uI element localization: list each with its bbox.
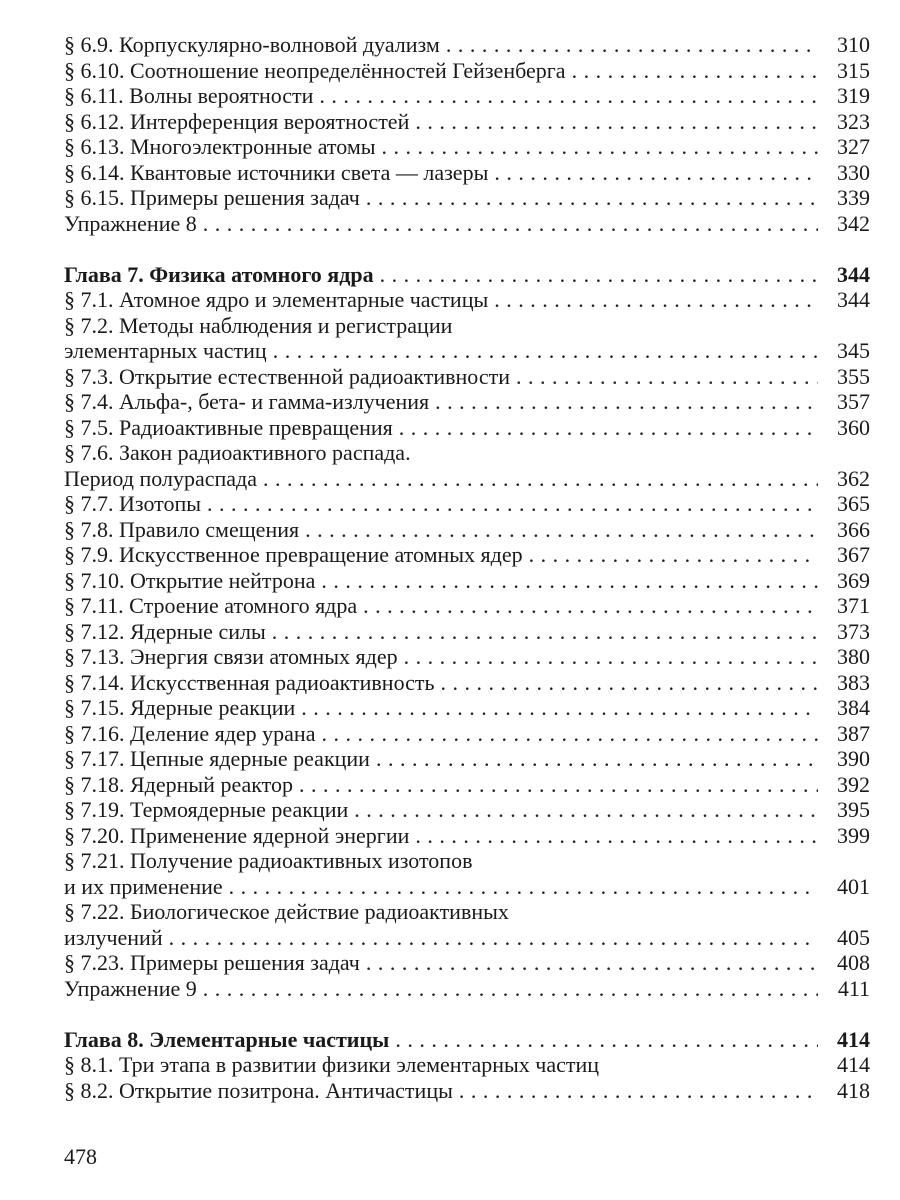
- entry-title: § 7.12. Ядерные силы: [64, 618, 266, 644]
- toc-entry[interactable]: [64, 466, 870, 492]
- entry-page: 411: [837, 975, 870, 1001]
- entry-page: 339: [837, 185, 870, 210]
- dot-leader: [263, 466, 818, 492]
- entry-title: § 7.15. Ядерные реакции: [64, 695, 296, 720]
- toc-entry[interactable]: [64, 925, 870, 951]
- entry-title: § 7.13. Энергия связи атомных ядер: [64, 644, 398, 669]
- dot-leader: [435, 389, 818, 415]
- toc-entry[interactable]: [64, 721, 870, 747]
- entry-page: 327: [837, 134, 870, 159]
- toc-entry[interactable]: [64, 1052, 870, 1078]
- toc-entry-line1[interactable]: [64, 440, 870, 466]
- toc-entry-line1[interactable]: [64, 848, 870, 874]
- toc-entry[interactable]: [64, 160, 870, 186]
- dot-leader: [404, 644, 818, 670]
- toc-entry[interactable]: [64, 389, 870, 415]
- toc-entry[interactable]: [64, 644, 870, 670]
- entry-page: 366: [837, 516, 870, 542]
- entry-page: 384: [837, 695, 870, 720]
- entry-title: Период полураспада: [64, 465, 257, 491]
- dot-leader: [366, 950, 818, 976]
- dot-leader: [272, 619, 818, 645]
- dot-leader: [305, 517, 818, 543]
- entry-title: § 7.8. Правило смещения: [64, 516, 300, 542]
- entry-page: 405: [837, 924, 870, 950]
- entry-title: излучений: [64, 924, 163, 950]
- dot-leader: [354, 797, 818, 823]
- entry-page: 395: [837, 797, 870, 822]
- dot-leader: [494, 160, 818, 186]
- entry-page: 357: [837, 389, 870, 414]
- entry-page: 369: [837, 567, 870, 593]
- toc-entry[interactable]: [64, 58, 870, 84]
- entry-title: § 7.17. Цепные ядерные реакции: [64, 746, 370, 771]
- spacer: [64, 236, 870, 262]
- entry-title: § 7.7. Изотопы: [64, 491, 202, 516]
- entry-title: § 7.3. Открытие естественной радиоактивности: [64, 363, 510, 389]
- chapter-page: 414: [837, 1026, 870, 1052]
- toc-chapter-heading[interactable]: [64, 1027, 870, 1053]
- toc-entry[interactable]: [64, 32, 870, 58]
- entry-title-line1: § 7.21. Получение радиоактивных изотопов: [64, 848, 473, 873]
- entry-title: § 7.1. Атомное ядро и элементарные частицы: [64, 287, 489, 312]
- toc-entry[interactable]: [64, 568, 870, 594]
- toc-entry[interactable]: [64, 746, 870, 772]
- toc-entry[interactable]: [64, 823, 870, 849]
- dot-leader: [273, 338, 818, 364]
- dot-leader: [382, 134, 818, 160]
- toc-entry[interactable]: [64, 950, 870, 976]
- entry-page: 345: [837, 338, 870, 363]
- entry-title-line1: § 7.2. Методы наблюдения и регистрации: [64, 312, 453, 338]
- entry-title: § 7.16. Деление ядер урана: [64, 720, 316, 746]
- toc-entry[interactable]: [64, 593, 870, 619]
- entry-page: 319: [837, 83, 870, 108]
- dot-leader: [459, 1078, 818, 1104]
- dot-leader: [516, 364, 818, 390]
- toc-entry[interactable]: [64, 695, 870, 721]
- dot-leader: [529, 542, 818, 568]
- dot-leader: [319, 83, 818, 109]
- dot-leader: [203, 976, 818, 1002]
- dot-leader: [363, 593, 818, 619]
- page-number: 478: [64, 1144, 97, 1169]
- toc-entry[interactable]: [64, 364, 870, 390]
- entry-page: 330: [837, 159, 870, 185]
- dot-leader: [494, 287, 818, 313]
- toc-entry[interactable]: [64, 338, 870, 364]
- entry-title: § 7.19. Термоядерные реакции: [64, 797, 349, 822]
- entry-title: § 6.15. Примеры решения задач: [64, 185, 360, 210]
- entry-title: § 6.12. Интерференция вероятностей: [64, 108, 410, 134]
- dot-leader: [415, 823, 818, 849]
- dot-leader: [366, 185, 818, 211]
- dot-leader: [169, 925, 818, 951]
- entry-page: 310: [837, 32, 870, 57]
- toc-entry-line1[interactable]: [64, 313, 870, 339]
- entry-page: 387: [837, 720, 870, 746]
- toc-entry[interactable]: [64, 797, 870, 823]
- entry-title: § 6.14. Квантовые источники света — лазеры: [64, 159, 489, 185]
- toc-entry[interactable]: [64, 517, 870, 543]
- entry-title: § 7.20. Применение ядерной энергии: [64, 822, 410, 848]
- entry-page: 401: [837, 873, 870, 899]
- toc-entry[interactable]: [64, 491, 870, 517]
- dot-leader: [321, 568, 818, 594]
- toc-exercise-entry[interactable]: [64, 976, 870, 1002]
- spacer: [64, 1001, 870, 1027]
- entry-page: 383: [837, 669, 870, 695]
- dot-leader: [203, 211, 818, 237]
- entry-page: 344: [837, 287, 870, 312]
- entry-page: 342: [837, 210, 870, 236]
- toc-entry[interactable]: [64, 109, 870, 135]
- toc-entry[interactable]: [64, 670, 870, 696]
- entry-title: § 7.5. Радиоактивные превращения: [64, 414, 393, 440]
- toc-entry[interactable]: [64, 83, 870, 109]
- toc-entry[interactable]: [64, 134, 870, 160]
- entry-title-line1: § 7.6. Закон радиоактивного распада.: [64, 440, 411, 465]
- entry-title: элементарных частиц: [64, 338, 267, 363]
- entry-title: § 6.13. Многоэлектронные атомы: [64, 134, 376, 159]
- dot-leader: [321, 721, 818, 747]
- entry-title: § 6.10. Соотношение неопределённостей Гейзенберга: [64, 57, 566, 83]
- toc-entry[interactable]: [64, 415, 870, 441]
- entry-title: § 7.18. Ядерный реактор: [64, 771, 293, 797]
- entry-page: 367: [837, 542, 870, 567]
- table-of-contents: [64, 32, 870, 1103]
- entry-page: 414: [837, 1052, 870, 1077]
- toc-entry[interactable]: [64, 619, 870, 645]
- chapter-title: Глава 8. Элементарные частицы: [64, 1026, 390, 1052]
- chapter-page: 344: [837, 261, 870, 287]
- dot-leader: [301, 695, 818, 721]
- entry-title: Упражнение 8: [64, 210, 197, 236]
- entry-page: 392: [837, 771, 870, 797]
- entry-title: § 7.4. Альфа-, бета- и гамма-излучения: [64, 389, 430, 414]
- entry-title: § 6.9. Корпускулярно-волновой дуализм: [64, 32, 440, 57]
- dot-leader: [229, 874, 818, 900]
- toc-entry[interactable]: [64, 772, 870, 798]
- dot-leader: [572, 58, 818, 84]
- toc-chapter-heading[interactable]: [64, 262, 870, 288]
- entry-page: 315: [837, 57, 870, 83]
- entry-title: Упражнение 9: [64, 975, 197, 1001]
- toc-exercise-entry[interactable]: [64, 211, 870, 237]
- toc-entry[interactable]: [64, 1078, 870, 1104]
- entry-page: 380: [837, 644, 870, 669]
- entry-page: 371: [837, 593, 870, 618]
- entry-page: 365: [837, 491, 870, 516]
- dot-leader: [395, 1027, 818, 1053]
- toc-entry[interactable]: [64, 542, 870, 568]
- entry-page: 418: [837, 1077, 870, 1103]
- entry-title: § 7.11. Строение атомного ядра: [64, 593, 358, 618]
- chapter-title: Глава 7. Физика атомного ядра: [64, 261, 374, 287]
- dot-leader: [376, 746, 818, 772]
- dot-leader: [446, 32, 818, 58]
- entry-page: 355: [837, 363, 870, 389]
- entry-title: § 7.23. Примеры решения задач: [64, 950, 360, 975]
- toc-entry[interactable]: [64, 287, 870, 313]
- dot-leader: [399, 415, 818, 441]
- dot-leader: [380, 262, 818, 288]
- dot-leader: [299, 772, 818, 798]
- entry-title: § 7.10. Открытие нейтрона: [64, 567, 316, 593]
- entry-title: § 8.1. Три этапа в развитии физики элементарных частиц: [64, 1052, 600, 1077]
- dot-leader: [207, 491, 818, 517]
- toc-entry[interactable]: [64, 874, 870, 900]
- entry-page: 362: [837, 465, 870, 491]
- entry-title: § 8.2. Открытие позитрона. Античастицы: [64, 1077, 453, 1103]
- entry-page: 360: [837, 414, 870, 440]
- toc-entry-line1[interactable]: [64, 899, 870, 925]
- entry-title: § 7.14. Искусственная радиоактивность: [64, 669, 435, 695]
- entry-title: § 6.11. Волны вероятности: [64, 83, 314, 108]
- entry-page: 373: [837, 618, 870, 644]
- entry-page: 323: [837, 108, 870, 134]
- dot-leader: [441, 670, 818, 696]
- entry-title: § 7.9. Искусственное превращение атомных ядер: [64, 542, 523, 567]
- entry-page: 399: [837, 822, 870, 848]
- entry-page: 408: [837, 950, 870, 975]
- toc-entry[interactable]: [64, 185, 870, 211]
- entry-title-line1: § 7.22. Биологическое действие радиоактивных: [64, 899, 509, 924]
- entry-page: 390: [837, 746, 870, 771]
- dot-leader: [415, 109, 818, 135]
- entry-title: и их применение: [64, 873, 223, 899]
